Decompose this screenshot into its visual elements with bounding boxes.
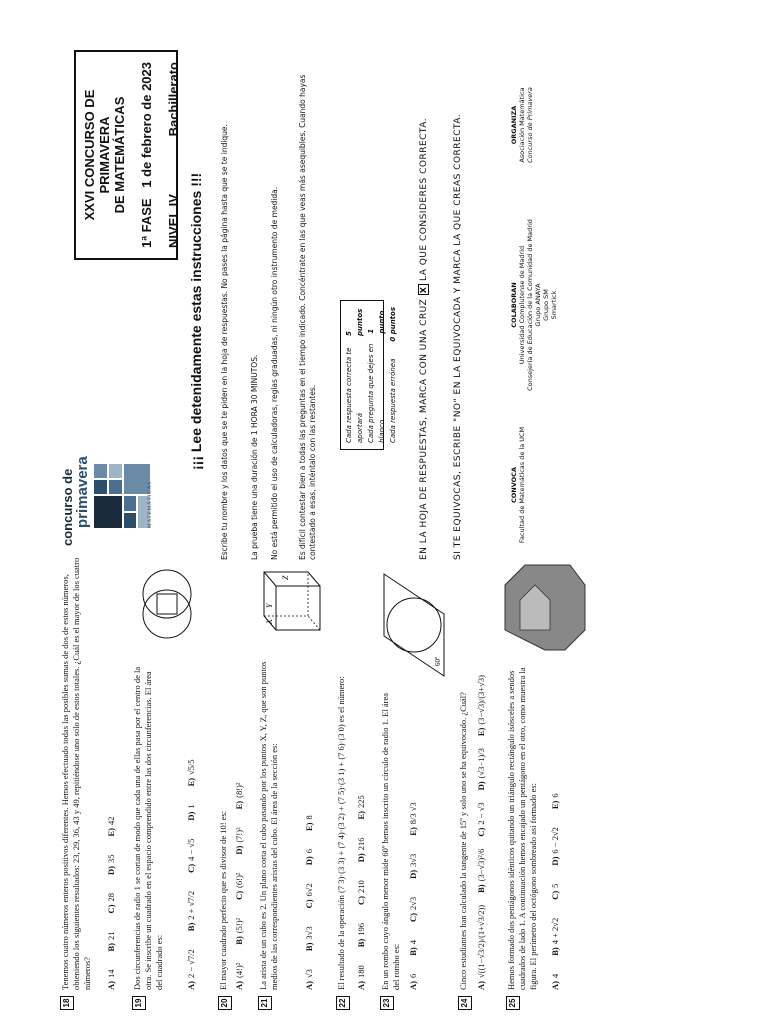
cube-label-y: Y — [265, 603, 274, 608]
answer-options — [304, 815, 315, 990]
answer-options — [186, 759, 197, 990]
option-a: A)2 − √7/2 — [186, 949, 196, 990]
problem-23 — [380, 560, 450, 1010]
option-a: A)√((1−√3/2)/(1+√3/2)) — [476, 904, 486, 990]
problem-number: 19 — [132, 996, 146, 1010]
option-d: D)3√3 — [408, 853, 418, 879]
logo-word-primavera: primavera — [74, 456, 91, 528]
title-line-1: XXVI CONCURSO DE PRIMAVERA — [82, 89, 112, 221]
stage-label: Bachillerato — [166, 62, 181, 137]
option-c: C)(6!)² — [234, 872, 244, 900]
option-c: C)28 — [106, 893, 116, 914]
option-e: E)225 — [356, 795, 366, 820]
problem-number: 20 — [218, 996, 232, 1010]
answer-options — [408, 690, 419, 990]
option-d: D)35 — [106, 854, 116, 876]
problem-19 — [132, 560, 210, 1010]
colaboran-block: COLABORAN Universidad Complutense de Madrid Consejería de Educación de la Comunidad de Madrid Grupo ANAYA Grupo SM Smartick — [510, 219, 558, 391]
problem-number: 21 — [258, 996, 272, 1010]
option-b: B)(5!)² — [234, 917, 244, 945]
option-d: D)216 — [356, 837, 366, 863]
problem-21 — [258, 560, 328, 1010]
option-b: B)21 — [106, 931, 116, 952]
option-c: C)2 − √3 — [476, 802, 486, 837]
problem-text: Dos circunferencias de radio 1 se cortan de modo que cada una de ellas pasa por el centro de la otra. Se inscribe un cuadrado en el espacio comprendido entre las dos circunferencias. El área del cuadrado es: — [132, 666, 164, 990]
logo-tiles — [94, 464, 150, 528]
two-circles-figure — [132, 568, 202, 640]
problem-number: 22 — [336, 996, 350, 1010]
option-a: A)4 — [550, 973, 560, 990]
instruction-duration: La prueba tiene una duración de 1 HORA 30 MINUTOS. — [250, 354, 259, 560]
option-d: D)6 — [304, 849, 314, 866]
contest-logo — [60, 456, 153, 554]
problem-text: El mayor cuadrado perfecto que es divisor de 10! es: — [218, 810, 228, 990]
option-e: E)42 — [106, 816, 116, 837]
option-d: D)1 — [186, 804, 196, 821]
level-row — [166, 62, 181, 248]
option-b: B)4 — [408, 940, 418, 956]
instruction-name: Escribe tu nombre y los datos que se te piden en la hoja de respuestas. No pases la página hasta que se te indique. — [220, 124, 229, 560]
option-e: E)√5/5 — [186, 759, 196, 787]
option-d: D)(7!)² — [234, 827, 244, 855]
option-b: B)2 + √7/2 — [186, 890, 196, 932]
instruction-calculators: No está permitido el uso de calculadoras, reglas graduadas, ni ningún otro instrumento de medida. — [270, 186, 279, 560]
rhombus-figure — [380, 570, 450, 680]
option-d: D)6 − 2√2 — [550, 827, 560, 866]
cross-box-icon: X — [418, 284, 429, 295]
option-b: B)4 + 2√2 — [550, 917, 560, 956]
option-b: B)196 — [356, 923, 366, 948]
instruction-strategy: Es difícil contestar bien a todas las preguntas en el tiempo indicado. Concéntrate en las que veas más asequibles. Cuando hayas contestado a esas, inténtalo con las restantes. — [298, 74, 317, 560]
option-e: E)8 — [304, 815, 314, 832]
problem-18 — [60, 557, 124, 1010]
option-e: E)6 — [550, 793, 560, 810]
answer-options — [550, 793, 561, 990]
option-e: E)8/3 √3 — [408, 802, 418, 836]
option-e: E)(3−√3)/(3+√3) — [476, 675, 486, 737]
phase-row — [139, 62, 154, 248]
cover-section — [60, 40, 700, 560]
cube-label-x: X — [265, 619, 274, 624]
octagon-figure — [500, 560, 590, 655]
organiza-block: ORGANIZA Asociación Matemática Concurso de Primavera — [510, 87, 534, 163]
problem-text: Cinco estudiantes han calculado la tangente de 15º y solo uno se ha equivocado. ¿Cuál? — [458, 692, 468, 990]
option-b: B)(3−√3)²/6 — [476, 848, 486, 893]
problem-text: Hemos formado dos pentágonos idénticos quitando un triángulo rectángulo isósceles a sendos cuadrados de lado 1. A continuación hemos encajado un pentágono en el otro, como muestra la figura. El perímetro del octógono sombreado así formado es: — [506, 667, 538, 990]
rhombus-angle-label: 60º — [434, 656, 442, 666]
convoca-block: CONVOCA Facultad de Matemáticas de la UCM — [510, 426, 526, 544]
contest-title-box — [74, 50, 181, 260]
score-row-wrong: Cada respuesta errónea 0 puntos — [389, 307, 397, 443]
logo-subtitle: MATEMÁTICAS — [148, 480, 153, 528]
answer-options — [476, 675, 487, 990]
option-c: C)4 − √5 — [186, 838, 196, 873]
problem-text: Tenemos cuatro números enteros positivos diferentes. Hemos efectuado todas las posibles sumas de dos de estos números, obteniendo los siguientes resultados: 23, 29, 36, 43 y 49, repitiéndose uno solo de estos totales. ¿Cuál es el mayor de los cuatro números? — [60, 557, 92, 990]
problem-text: La arista de un cubo es 2. Un plano corta el cubo pasando por los puntos X, Y, Z, que son puntos medios de las correspondientes aristas del cubo. El área de la sección es: — [258, 661, 279, 990]
instruction-mark-answer: EN LA HOJA DE RESPUESTAS, MARCA CON UNA CRUZ X LA QUE CONSIDERES CORRECTA. — [419, 117, 429, 560]
problem-number: 24 — [458, 996, 472, 1010]
option-e: E)(8!)² — [234, 782, 244, 810]
option-c: C)5 — [550, 883, 560, 900]
date-label: 1 de febrero de 2023 — [139, 62, 154, 188]
instruction-wrong-answer: SI TE EQUIVOCAS, ESCRIBE "NO" EN LA EQUIVOCADA Y MARCA LA QUE CREAS CORRECTA. — [453, 113, 463, 560]
cube-figure — [258, 568, 324, 638]
cube-label-z: Z — [281, 575, 290, 580]
option-a: A)180 — [356, 965, 366, 990]
problem-22 — [336, 560, 372, 1010]
problem-24 — [458, 560, 502, 1010]
phase-label: 1ª FASE — [139, 198, 154, 248]
scoring-box — [340, 300, 397, 450]
option-c: C)6√2 — [304, 883, 314, 909]
instructions-title: ¡¡¡ Lee detenidamente estas instrucciones !!! — [188, 172, 204, 470]
option-d: D)(√3−1)/3 — [476, 748, 486, 791]
option-b: B)3√3 — [304, 926, 314, 952]
problem-number: 18 — [60, 996, 74, 1010]
title-line-2: DE MATEMÁTICAS — [112, 96, 127, 214]
logo-word-concurso: concurso de — [60, 468, 75, 546]
level-label: NIVEL IV — [166, 194, 181, 248]
score-row-blank: Cada pregunta que dejes en blanco 1 punto — [367, 310, 386, 443]
problem-text: El resultado de la operación (7 3)·(3 3) + (7 4)·(3 2) + (7 5)·(3 1) + (7 6)·(3 0) es el número: — [336, 676, 346, 990]
option-a: A)6 — [408, 973, 418, 990]
problems-section — [60, 557, 730, 1010]
option-a: A)√3 — [304, 969, 314, 990]
answer-options — [356, 795, 367, 990]
problem-number: 23 — [380, 996, 394, 1010]
answer-options — [106, 817, 117, 990]
problem-number: 25 — [506, 996, 520, 1010]
option-c: C)2√3 — [408, 896, 418, 923]
option-c: C)210 — [356, 880, 366, 906]
option-a: A)(4!)² — [234, 962, 244, 990]
problem-20 — [218, 560, 250, 1010]
option-a: A)14 — [106, 969, 116, 990]
problem-text: En un rombo cuyo ángulo menor mide 60º hemos inscrito un círculo de radio 1. El área del rombo es: — [380, 693, 401, 990]
score-row-correct: Cada respuesta correcta te aportará 5 puntos — [345, 308, 364, 443]
answer-options — [234, 783, 245, 990]
